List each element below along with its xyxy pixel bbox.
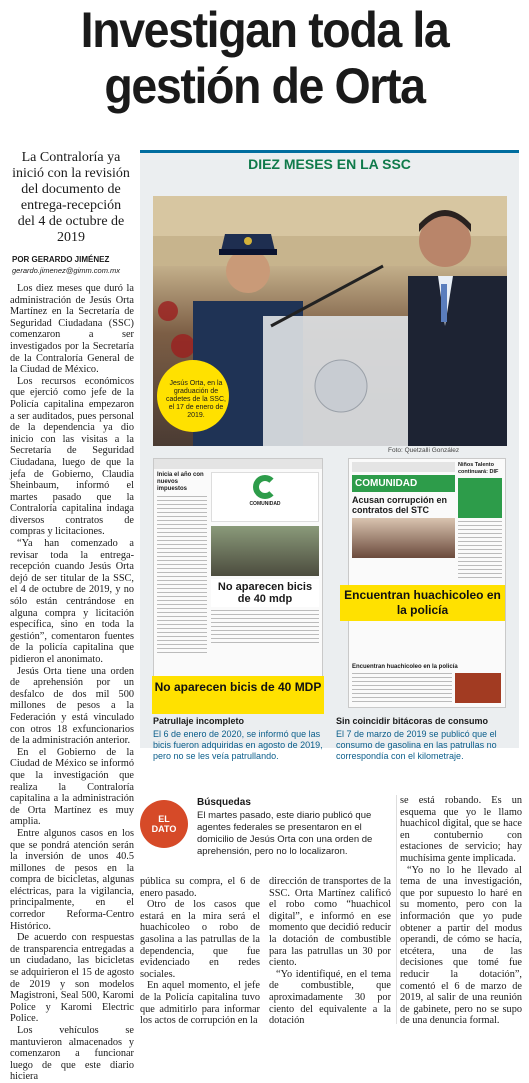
paragraph: “Yo identifiqué, en el tema de combustible, que aproximadamente 30 por ciento del equivalente a la dotación (269, 968, 391, 1027)
photo-credit: Foto: Quetzalli González (388, 447, 460, 454)
byline: POR GERARDO JIMÉNEZ (12, 255, 110, 264)
caption-text-1: El 6 de enero de 2020, se informó que las bicis fueron adquiridas en agosto de 2019, pero no se les veía patrullando. (153, 729, 323, 761)
newspaper-clip-bicis[interactable] (153, 458, 323, 698)
dato-title: Búsquedas (197, 797, 251, 808)
caption-text-2: El 7 de marzo de 2019 se publicó que el consumo de gasolina en las patrullas no correspondía con el kilometraje. (336, 729, 497, 761)
deck: La Contraloría ya inició con la revisión del documento de entrega-recepción del 4 de octubre de 2019 (12, 150, 130, 245)
column-divider (396, 795, 397, 1024)
clip-photo (211, 526, 319, 576)
highlight-label-bicis: No aparecen bicis de 40 MDP (152, 676, 324, 714)
clip-story-headline: No aparecen bicis de 40 mdp (211, 579, 319, 607)
highlight-label-huachicoleo: Encuentran huachicoleo en la policía (340, 585, 505, 621)
section-title: DIEZ MESES EN LA SSC (248, 156, 411, 172)
badge-line-2: DATO (151, 824, 177, 834)
clip-brand: COMUNIDAD (249, 501, 281, 507)
headline: Investigan toda la gestión de Orta (80, 2, 449, 114)
paragraph: se está robando. Es un esquema que yo le llamo huachicol digital, que se hace en contubernio con estaciones de servicio; hay muchísima gente implicada. (400, 795, 522, 864)
dato-text: El martes pasado, este diario publicó que agentes federales se presentaron en el domicilio de Jesús Orta con una orden de aprehensión, pero no lo localizaron. (197, 810, 373, 857)
el-dato-badge (140, 800, 188, 848)
badge-line-1: EL (158, 814, 170, 824)
paragraph: Otro de los casos que estará en la mira será el huachicoleo o robo de gasolina a las patrullas de la dependencia, que fue evidenciado en redes sociales. (140, 899, 260, 980)
paragraph: En aquel momento, el jefe de la Policía capitalina tuvo que admitirlo para informar los actos de corrupción en la (140, 980, 260, 1027)
paragraph: Entre algunos casos en los que se pondrá atención serán la inversión de unos 40.5 millones de pesos en la compra de bicicletas, algunas eléctricas, para la vigilancia, principalmente, en el corredor Reforma-Centro Histórico. (10, 827, 134, 932)
paragraph: “Ya han comenzado a revisar toda la entrega-recepción cuando Jesús Orta dejó de ser titular de la SSC, el 4 de octubre de 2019, y no sólo están centrándose en alguna compra y licitación específica, sino en toda la gestión”, comentaron fuentes de la policía capitalina que pidieron el anonimato. (10, 538, 134, 665)
comunidad-logo-icon (253, 475, 277, 499)
clip-side-headline: Niños Talento continuará: DIF (458, 462, 499, 475)
clip-story-headline: Acusan corrupción en contratos del STC (352, 495, 448, 515)
caption-title-2: Sin coincidir bitácoras de consumo (336, 716, 489, 726)
clip-headline: Inicia el año con nuevos impuestos (157, 472, 204, 492)
clip-brand: COMUNIDAD (352, 475, 455, 492)
paragraph: Los diez meses que duró la administración de Jesús Orta Martínez en la Secretaría de Seguridad Ciudadana (SSC) comenzaron a ser investigados por la Secretaría de la Contraloría General de la Ciudad de México. (10, 283, 134, 376)
article-column-2 (140, 876, 260, 1027)
caption-title-1: Patrullaje incompleto (153, 716, 245, 726)
newspaper-clip-huachicoleo[interactable] (348, 458, 506, 708)
paragraph: Los recursos económicos que ejerció como jefe de la Policía capitalina empezaron a ser auditados, pues personal de la dependencia ya dio inicio con las visitas a la Secretaría de Seguridad Ciudadana, luego de que la jefa de Gobierno, Claudia Sheinbaum, informó el martes pasado que la Contraloría capitalina indaga diversos contratos de compras y licitaciones. (10, 375, 134, 538)
section-rule (140, 150, 519, 153)
paragraph: Los vehículos se mantuvieron almacenados y comenzaron a funcionar luego de que este diario hiciera (10, 1025, 134, 1083)
paragraph: “Yo no lo he llevado al tema de una investigación, que por supuesto lo haré en su momento, pero con la información que yo pude obtener a partir del modus operandi, de cómo se hacía, etcétera, una de las decisiones que tomé fue reducir la dotación”, comentó el 6 de marzo de 2019, al salir de una reunión de gabinete, pero no se supo de una denuncia formal. (400, 864, 522, 1027)
clip-photo (352, 518, 455, 558)
author-email[interactable]: gerardo.jimenez@gimm.com.mx (12, 266, 121, 275)
paragraph: De acuerdo con respuestas de transparencia entregadas a un ciudadano, las bicicletas se adquirieron el 15 de agosto de 2019 y son modelos Magistroni, Seal 500, Karomi Police y Karomi Electric Police. (10, 932, 134, 1025)
paragraph: dirección de transportes de la SSC. Orta Martínez calificó el robo como “huachicol digital”, e informó en ese momento que decidió reducir la dotación de combustible para las patrullas un 30 por ciento. (269, 876, 391, 969)
article-column-4 (400, 795, 522, 1027)
article-column-3 (269, 876, 391, 1027)
clip-bottom-headline: Encuentran huachicoleo en la policía (352, 664, 458, 670)
paragraph: pública su compra, el 6 de enero pasado. (140, 876, 260, 899)
photo-caption: Jesús Orta, en la graduación de cadetes de la SSC, el 17 de enero de 2019. (166, 380, 226, 419)
paragraph: Jesús Orta tiene una orden de aprehensión por un desfalco de dos mil 500 millones de pesos a la Federación y está vinculado con otros 18 exfuncionarios de la administración anterior. (10, 665, 134, 747)
paragraph: En el Gobierno de la Ciudad de México se informó que la investigación que realiza la Contraloría capitalina a la administración de Orta Martínez es muy amplia. (10, 746, 134, 828)
article-column-1 (10, 283, 134, 1083)
